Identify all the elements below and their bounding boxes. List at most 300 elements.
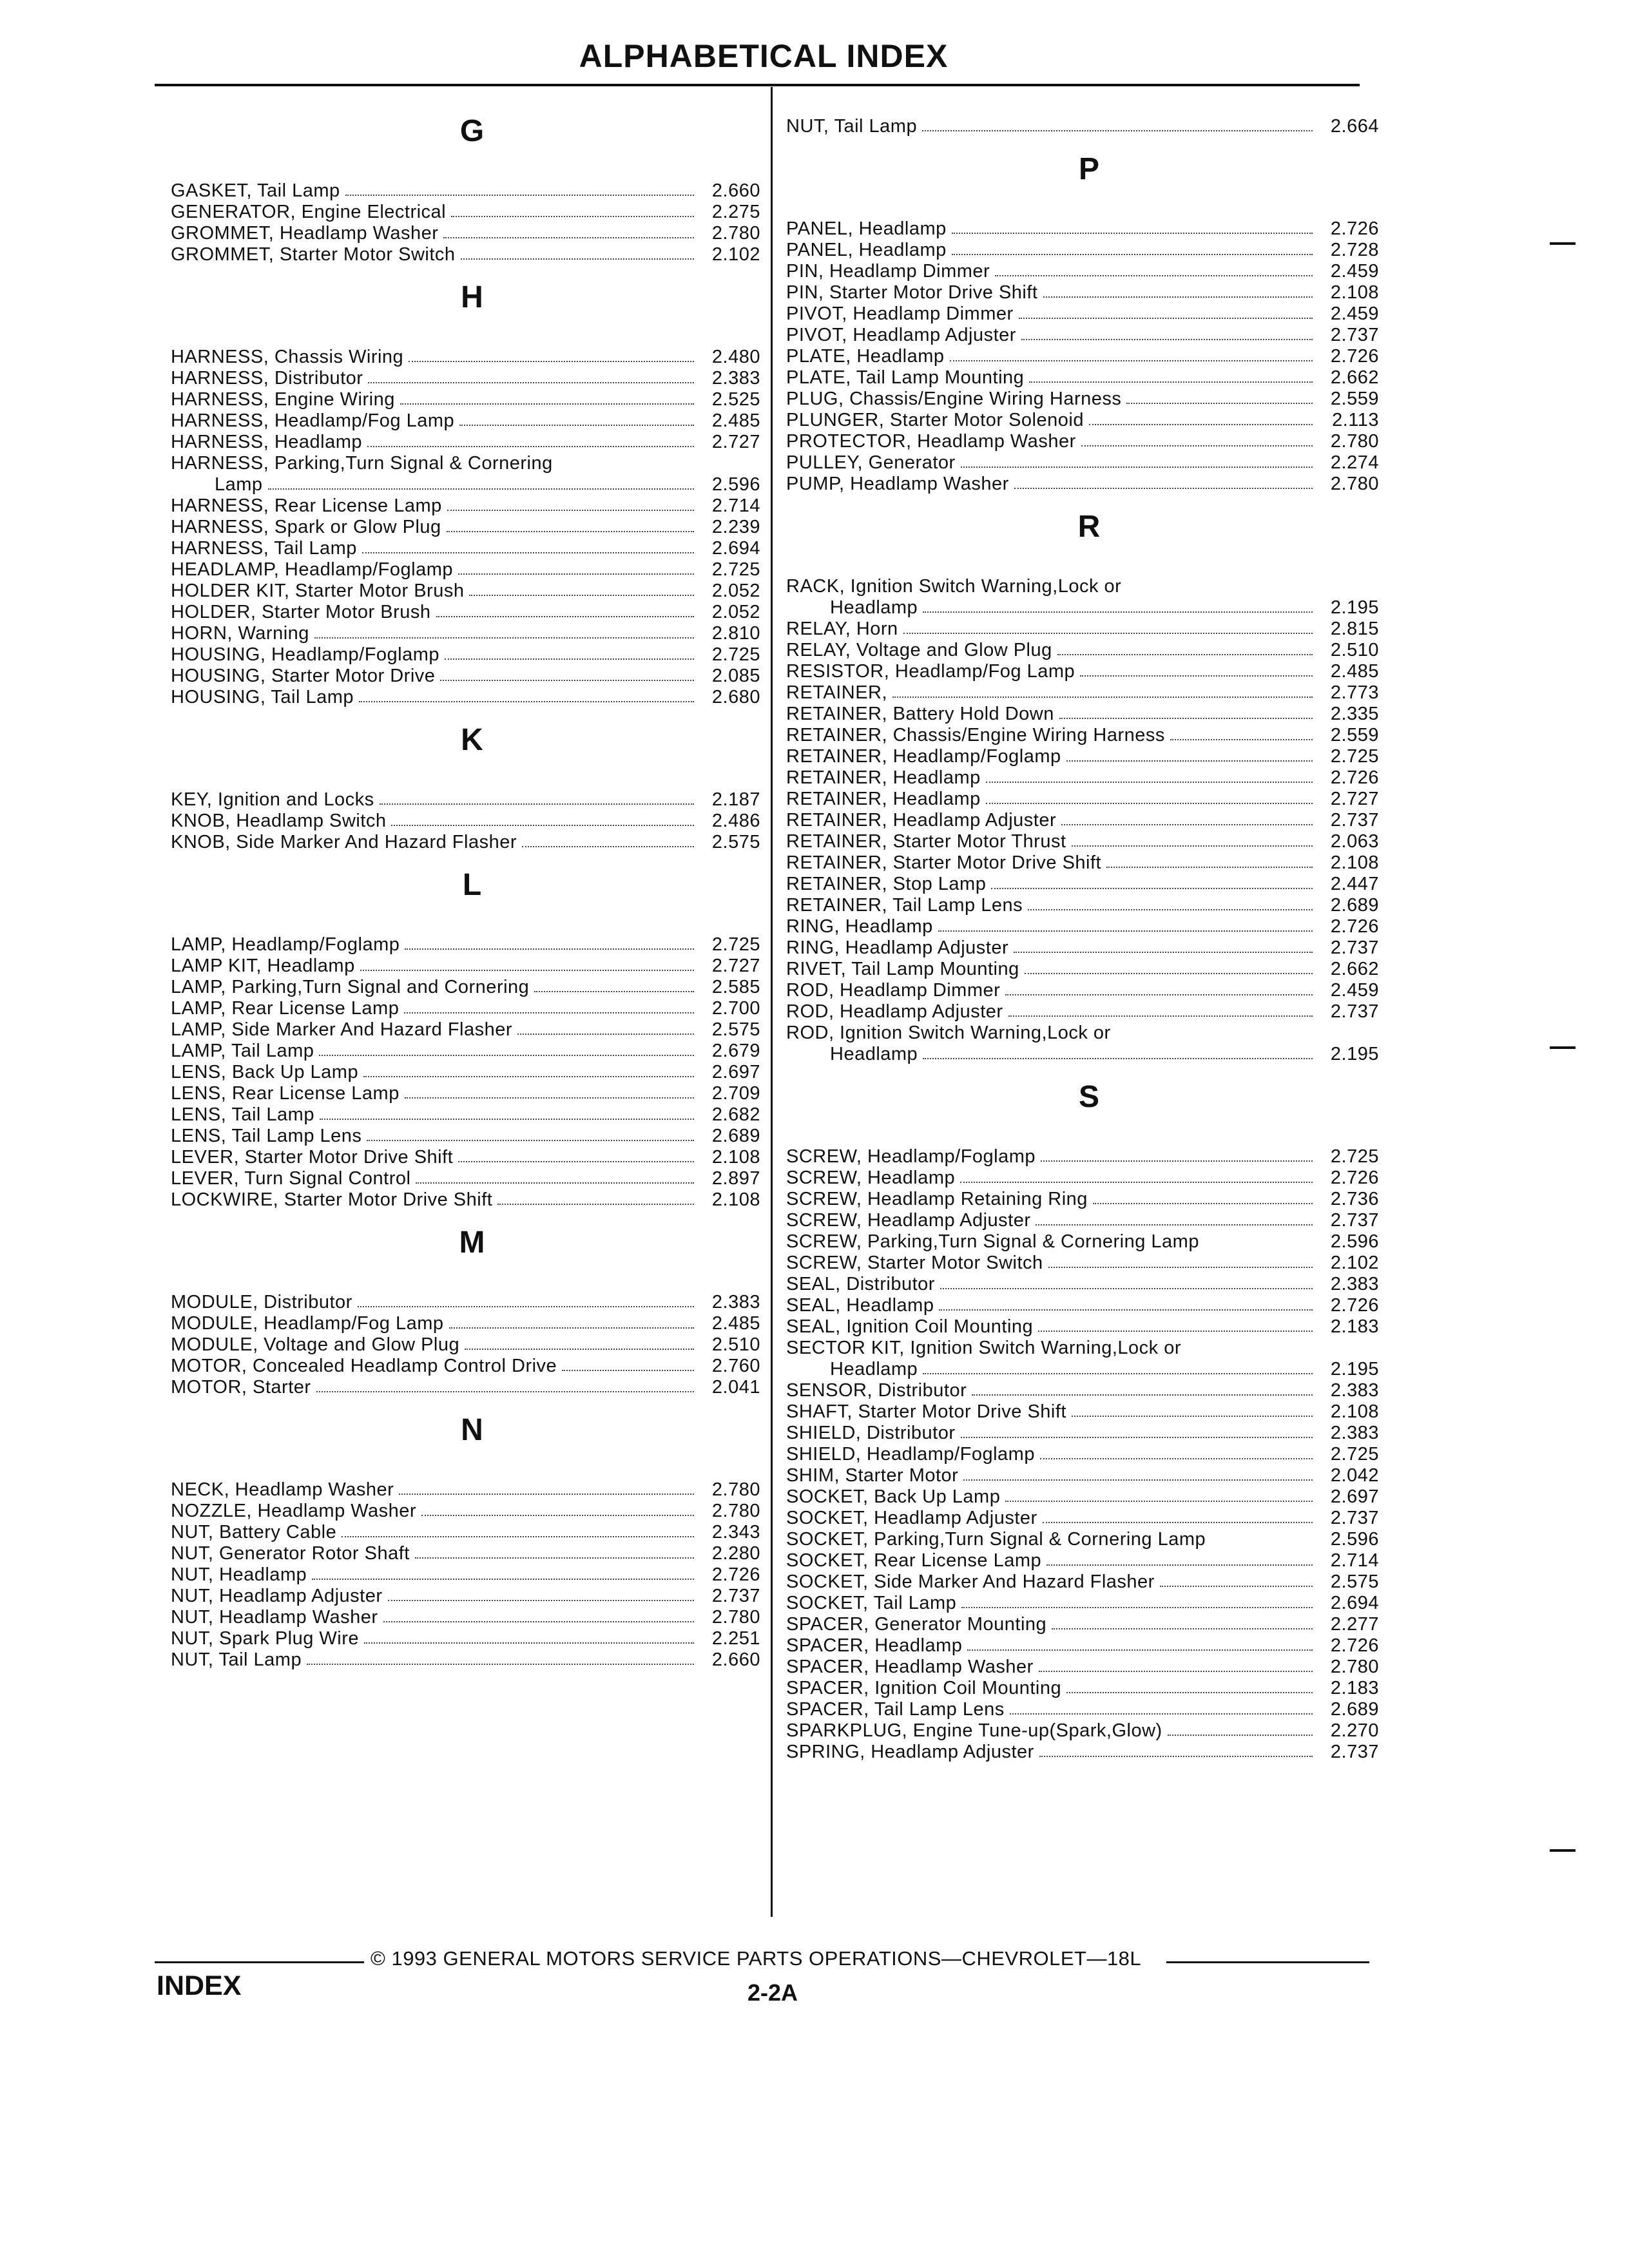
index-section [171, 725, 760, 853]
entry-reference: 2.689 [711, 1126, 760, 1146]
entry-reference: 2.525 [711, 389, 760, 410]
section-letter: K [461, 723, 483, 757]
index-entry [786, 452, 1379, 474]
entry-name: NUT, Battery Cable [171, 1522, 337, 1542]
entry-name: HARNESS, Engine Wiring [171, 389, 395, 410]
index-entry [171, 244, 760, 265]
index-entry [786, 218, 1379, 240]
index-entry [171, 1189, 760, 1211]
index-entry [786, 1274, 1379, 1295]
entry-name: HORN, Warning [171, 623, 309, 644]
entry-reference: 2.780 [1330, 474, 1379, 494]
dot-leader [1160, 1571, 1313, 1587]
index-entry [171, 1062, 760, 1083]
entry-reference: 2.195 [1330, 1359, 1379, 1379]
dot-leader [1039, 1657, 1313, 1672]
entry-name: RETAINER, Chassis/Engine Wiring Harness [786, 725, 1165, 745]
entry-name: PLATE, Headlamp [786, 346, 945, 367]
dot-leader [1019, 303, 1313, 319]
index-entry [786, 831, 1379, 852]
dot-leader [400, 389, 694, 405]
dot-leader [1043, 1508, 1313, 1523]
index-entry [786, 1571, 1379, 1593]
index-entry [171, 1168, 760, 1189]
entry-reference: 2.383 [711, 1292, 760, 1312]
index-entry [171, 495, 760, 517]
entry-reference: 2.726 [711, 1564, 760, 1585]
dot-leader [459, 410, 694, 426]
index-entry [786, 576, 1379, 597]
entry-name: GENERATOR, Engine Electrical [171, 202, 447, 222]
entry-name: KEY, Ignition and Locks [171, 789, 374, 810]
section-letter: L [462, 868, 482, 902]
dot-leader [399, 1479, 694, 1495]
index-section [171, 1415, 760, 1671]
entry-reference: 2.689 [1330, 1699, 1379, 1720]
entry-name: PLUG, Chassis/Engine Wiring Harness [786, 389, 1122, 409]
dot-leader [1106, 852, 1313, 868]
entry-name: SPRING, Headlamp Adjuster [786, 1742, 1034, 1762]
column-divider [771, 87, 773, 1917]
dot-leader [319, 1041, 694, 1056]
index-entry [786, 1168, 1379, 1189]
entry-reference: 2.187 [711, 789, 760, 810]
entry-reference: 2.575 [1330, 1571, 1379, 1592]
entry-reference: 2.102 [1330, 1253, 1379, 1273]
entry-reference: 2.459 [1330, 303, 1379, 324]
entry-name: PULLEY, Generator [786, 452, 956, 473]
entry-reference: 2.725 [711, 644, 760, 665]
index-entry [786, 1295, 1379, 1316]
entry-reference: 2.195 [1330, 1044, 1379, 1064]
index-entry [171, 602, 760, 623]
index-entry [786, 1231, 1379, 1253]
entry-reference: 2.694 [711, 538, 760, 559]
entry-reference: 2.275 [711, 202, 760, 222]
index-entry [171, 998, 760, 1019]
dot-leader [443, 223, 694, 238]
dot-leader [359, 687, 694, 702]
entry-name: SOCKET, Back Up Lamp [786, 1486, 1001, 1507]
entry-reference: 2.585 [711, 977, 760, 997]
index-entry [171, 1522, 760, 1543]
entry-reference: 2.596 [711, 474, 760, 495]
index-entry [171, 1356, 760, 1377]
dot-leader [1089, 410, 1313, 425]
entry-reference: 2.575 [711, 1019, 760, 1040]
dot-leader [367, 432, 694, 447]
dot-leader [1061, 810, 1313, 825]
entry-name: SPACER, Headlamp [786, 1635, 963, 1656]
index-entry [786, 874, 1379, 895]
entry-reference: 2.725 [1330, 746, 1379, 767]
entry-name: SCREW, Headlamp Adjuster [786, 1210, 1031, 1231]
dot-leader [1010, 1699, 1313, 1715]
dot-leader [938, 916, 1313, 932]
index-entry [786, 1593, 1379, 1614]
index-entry [786, 640, 1379, 661]
entry-reference: 2.486 [711, 811, 760, 831]
dot-leader [405, 1083, 694, 1099]
dot-leader [1066, 1678, 1313, 1693]
index-entry [171, 832, 760, 853]
index-entry [171, 410, 760, 432]
entry-reference: 2.780 [711, 1479, 760, 1500]
entry-name: SPACER, Tail Lamp Lens [786, 1699, 1005, 1720]
entry-name: RETAINER, [786, 682, 888, 703]
dot-leader [409, 347, 694, 362]
entry-name: HOUSING, Starter Motor Drive [171, 666, 436, 686]
index-entry [786, 1657, 1379, 1678]
entry-name: NUT, Headlamp Washer [171, 1607, 378, 1628]
entry-reference: 2.485 [711, 1313, 760, 1334]
entry-name: HARNESS, Headlamp [171, 432, 362, 452]
entry-name: PROTECTOR, Headlamp Washer [786, 431, 1076, 452]
dot-leader [517, 1019, 694, 1035]
entry-name: PIVOT, Headlamp Adjuster [786, 325, 1016, 345]
entry-reference: 2.459 [1330, 980, 1379, 1001]
entry-name: SEAL, Headlamp [786, 1295, 934, 1316]
dot-leader [1040, 1444, 1313, 1459]
entry-reference: 2.383 [711, 368, 760, 389]
index-entry [171, 453, 760, 474]
entry-reference: 2.760 [711, 1356, 760, 1376]
index-entry [171, 559, 760, 581]
entry-reference: 2.108 [1330, 852, 1379, 873]
entry-name: LENS, Tail Lamp Lens [171, 1126, 362, 1146]
dot-leader [316, 1377, 694, 1392]
dot-leader [534, 977, 694, 992]
entry-reference: 2.726 [1330, 916, 1379, 937]
entry-name: SPACER, Ignition Coil Mounting [786, 1678, 1062, 1698]
entry-name: HOLDER KIT, Starter Motor Brush [171, 581, 465, 601]
dot-leader [986, 767, 1313, 783]
dot-leader [320, 1104, 694, 1120]
entry-name: PIN, Headlamp Dimmer [786, 261, 990, 282]
entry-reference: 2.726 [1330, 1635, 1379, 1656]
index-entry [786, 1486, 1379, 1508]
index-entry [786, 389, 1379, 410]
entry-reference: 2.485 [1330, 661, 1379, 682]
index-entry [171, 1586, 760, 1607]
entry-name: SOCKET, Rear License Lamp [786, 1550, 1042, 1571]
section-letter: R [1077, 510, 1101, 544]
index-entry [786, 1146, 1379, 1168]
entry-name: PUMP, Headlamp Washer [786, 474, 1009, 494]
dot-leader [363, 1062, 694, 1077]
entry-name: LAMP, Tail Lamp [171, 1041, 314, 1061]
entry-reference: 2.726 [1330, 1295, 1379, 1316]
dot-leader [1046, 1550, 1313, 1566]
entry-reference: 2.697 [711, 1062, 760, 1082]
index-entry [786, 1508, 1379, 1529]
entry-name: HARNESS, Parking,Turn Signal & Cornering [171, 453, 553, 474]
dot-leader [1048, 1253, 1313, 1268]
entry-name: SHIM, Starter Motor [786, 1465, 959, 1486]
section-letter: H [461, 280, 483, 314]
right-index-column [786, 116, 1379, 1780]
dot-leader [458, 559, 694, 575]
entry-reference: 2.714 [711, 495, 760, 516]
index-entry [171, 644, 760, 666]
entry-reference: 2.183 [1330, 1316, 1379, 1337]
dot-leader [1028, 895, 1313, 910]
entry-reference: 2.510 [711, 1334, 760, 1355]
index-entry [171, 1607, 760, 1628]
index-entry [786, 346, 1379, 367]
index-entry [786, 937, 1379, 959]
index-entry [171, 1126, 760, 1147]
dot-leader [360, 956, 694, 971]
index-entry [786, 789, 1379, 810]
entry-name: PIN, Starter Motor Drive Shift [786, 282, 1038, 303]
index-entry [786, 980, 1379, 1001]
entry-reference: 2.682 [711, 1104, 760, 1125]
index-entry [786, 1635, 1379, 1657]
entry-name-continued: Headlamp [830, 1359, 918, 1379]
index-section [786, 512, 1379, 1065]
index-entry [786, 1380, 1379, 1401]
entry-reference: 2.195 [1330, 597, 1379, 618]
entry-reference: 2.737 [1330, 325, 1379, 345]
index-entry [171, 811, 760, 832]
dot-leader [461, 244, 694, 260]
entry-name: PANEL, Headlamp [786, 218, 947, 239]
dot-leader [367, 1126, 694, 1141]
entry-name: SCREW, Starter Motor Switch [786, 1253, 1043, 1273]
entry-name: SENSOR, Distributor [786, 1380, 967, 1401]
index-entry [786, 1614, 1379, 1635]
entry-reference: 2.041 [711, 1377, 760, 1398]
dot-leader [1005, 980, 1313, 995]
index-entry [171, 581, 760, 602]
page-title: ALPHABETICAL INDEX [579, 38, 949, 74]
entry-reference: 2.780 [1330, 431, 1379, 452]
entry-reference: 2.383 [1330, 1274, 1379, 1294]
entry-reference: 2.596 [1330, 1231, 1379, 1252]
index-section [171, 870, 760, 1211]
dot-leader [1093, 1189, 1313, 1204]
index-entry [171, 432, 760, 453]
dot-leader [1072, 831, 1313, 847]
index-entry [171, 1019, 760, 1041]
entry-reference: 2.780 [1330, 1657, 1379, 1677]
entry-name: LAMP, Rear License Lamp [171, 998, 400, 1019]
entry-reference: 2.085 [711, 666, 760, 686]
entry-name: RETAINER, Headlamp [786, 789, 981, 809]
footer-section-label: INDEX [157, 1970, 242, 2001]
entry-name: HEADLAMP, Headlamp/Foglamp [171, 559, 453, 580]
entry-name-continued: Headlamp [830, 1044, 918, 1064]
index-entry [171, 1543, 760, 1564]
entry-reference: 2.510 [1330, 640, 1379, 660]
entry-name: RETAINER, Headlamp [786, 767, 981, 788]
entry-name: LENS, Back Up Lamp [171, 1062, 359, 1082]
index-entry [786, 810, 1379, 831]
entry-name: RETAINER, Tail Lamp Lens [786, 895, 1023, 916]
entry-name: LEVER, Starter Motor Drive Shift [171, 1147, 454, 1168]
dot-leader [1043, 282, 1313, 298]
dot-leader [1039, 1742, 1313, 1757]
entry-name: ROD, Headlamp Adjuster [786, 1001, 1003, 1022]
entry-reference: 2.063 [1330, 831, 1379, 852]
margin-mark [1550, 1046, 1576, 1049]
index-entry [171, 347, 760, 368]
entry-reference: 2.052 [711, 602, 760, 622]
entry-name: PANEL, Headlamp [786, 240, 947, 260]
entry-reference: 2.383 [1330, 1423, 1379, 1443]
entry-name: NUT, Generator Rotor Shaft [171, 1543, 410, 1564]
dot-leader [1066, 746, 1313, 762]
index-entry [171, 1292, 760, 1313]
entry-name: HARNESS, Distributor [171, 368, 363, 389]
dot-leader [1080, 661, 1313, 677]
dot-leader [465, 1334, 694, 1350]
dot-leader [961, 1593, 1313, 1608]
dot-leader [1081, 431, 1313, 447]
dot-leader [1072, 1401, 1313, 1417]
entry-name: SCREW, Parking,Turn Signal & Cornering Lamp [786, 1231, 1199, 1252]
dot-leader [383, 1607, 694, 1622]
entry-reference: 2.042 [1330, 1465, 1379, 1486]
entry-name: HARNESS, Rear License Lamp [171, 495, 442, 516]
index-entry [786, 1316, 1379, 1338]
dot-leader [1005, 1486, 1313, 1502]
entry-name: SOCKET, Parking,Turn Signal & Cornering Lamp [786, 1529, 1206, 1550]
entry-name: RETAINER, Starter Motor Thrust [786, 831, 1066, 852]
dot-leader [440, 666, 694, 681]
entry-name: HARNESS, Chassis Wiring [171, 347, 404, 367]
dot-leader [522, 832, 694, 847]
dot-leader [1021, 325, 1313, 340]
index-entry [786, 746, 1379, 767]
entry-reference: 2.239 [711, 517, 760, 537]
entry-name: RESISTOR, Headlamp/Fog Lamp [786, 661, 1075, 682]
entry-reference: 2.736 [1330, 1189, 1379, 1209]
entry-reference: 2.737 [1330, 937, 1379, 958]
dot-leader [405, 934, 694, 950]
index-entry [171, 934, 760, 956]
entry-name: ROD, Headlamp Dimmer [786, 980, 1001, 1001]
entry-name: KNOB, Side Marker And Hazard Flasher [171, 832, 517, 852]
entry-name: GROMMET, Headlamp Washer [171, 223, 439, 244]
index-entry [786, 959, 1379, 980]
entry-name: SOCKET, Tail Lamp [786, 1593, 957, 1613]
index-entry-continuation [786, 1359, 1379, 1380]
index-entry [786, 916, 1379, 937]
entry-reference: 2.447 [1330, 874, 1379, 894]
index-entry [786, 725, 1379, 746]
index-entry [786, 682, 1379, 704]
index-entry [171, 1479, 760, 1501]
index-entry [171, 1147, 760, 1168]
entry-reference: 2.108 [711, 1189, 760, 1210]
entry-name: SPACER, Generator Mounting [786, 1614, 1047, 1635]
index-entry [786, 1699, 1379, 1720]
index-entry-continuation [786, 597, 1379, 619]
dot-leader [892, 682, 1313, 698]
entry-name: SHIELD, Headlamp/Foglamp [786, 1444, 1035, 1465]
index-entry [786, 661, 1379, 682]
dot-leader [451, 202, 694, 217]
entry-name: SOCKET, Headlamp Adjuster [786, 1508, 1037, 1528]
dot-leader [345, 180, 694, 196]
dot-leader [314, 623, 694, 639]
entry-name: PLUNGER, Starter Motor Solenoid [786, 410, 1084, 430]
index-entry [786, 704, 1379, 725]
entry-reference: 2.335 [1330, 704, 1379, 724]
index-entry [171, 956, 760, 977]
entry-name: HARNESS, Tail Lamp [171, 538, 357, 559]
dot-leader [388, 1586, 694, 1601]
entry-name: LEVER, Turn Signal Control [171, 1168, 411, 1189]
entry-name: LAMP KIT, Headlamp [171, 956, 355, 976]
index-entry [786, 1001, 1379, 1023]
section-letter: G [459, 114, 485, 148]
entry-name: LOCKWIRE, Starter Motor Drive Shift [171, 1189, 493, 1210]
entry-name: NUT, Headlamp [171, 1564, 307, 1585]
index-entry [171, 1628, 760, 1649]
entry-name: LAMP, Parking,Turn Signal and Cornering [171, 977, 530, 997]
dot-leader [380, 789, 694, 805]
entry-name: SHAFT, Starter Motor Drive Shift [786, 1401, 1066, 1422]
dot-leader [1008, 1001, 1313, 1017]
entry-name: MOTOR, Concealed Headlamp Control Drive [171, 1356, 557, 1376]
entry-name: SCREW, Headlamp [786, 1168, 956, 1188]
dot-leader [922, 116, 1313, 131]
entry-reference: 2.737 [1330, 1508, 1379, 1528]
entry-reference: 2.052 [711, 581, 760, 601]
entry-name: LENS, Tail Lamp [171, 1104, 314, 1125]
entry-reference: 2.108 [1330, 282, 1379, 303]
entry-name: MODULE, Headlamp/Fog Lamp [171, 1313, 444, 1334]
entry-reference: 2.725 [711, 559, 760, 580]
dot-leader [991, 874, 1313, 889]
entry-name: LENS, Rear License Lamp [171, 1083, 400, 1104]
index-entry [786, 1678, 1379, 1699]
entry-name: RELAY, Horn [786, 619, 898, 639]
entry-reference: 2.694 [1330, 1593, 1379, 1613]
entry-name: MOTOR, Starter [171, 1377, 311, 1398]
entry-reference: 2.725 [1330, 1146, 1379, 1167]
index-entry [171, 1104, 760, 1126]
index-section [786, 116, 1379, 137]
index-entry [171, 180, 760, 202]
dot-leader [1041, 1146, 1313, 1162]
entry-reference: 2.726 [1330, 346, 1379, 367]
index-section [786, 1082, 1379, 1763]
index-entry [786, 1210, 1379, 1231]
index-entry-continuation [786, 1044, 1379, 1065]
dot-leader [342, 1522, 694, 1537]
entry-name: SPACER, Headlamp Washer [786, 1657, 1034, 1677]
dot-leader [362, 538, 694, 553]
entry-reference: 2.810 [711, 623, 760, 644]
entry-name: SPARKPLUG, Engine Tune-up(Spark,Glow) [786, 1720, 1162, 1741]
entry-reference: 2.480 [711, 347, 760, 367]
index-entry [786, 1423, 1379, 1444]
index-entry [786, 619, 1379, 640]
footer-rule-left [155, 1961, 364, 1963]
dot-leader [497, 1189, 694, 1205]
index-entry [786, 367, 1379, 389]
index-entry [786, 852, 1379, 874]
index-entry [786, 1720, 1379, 1742]
dot-leader [1211, 1529, 1313, 1550]
index-entry [171, 538, 760, 559]
dot-leader [1126, 389, 1313, 404]
entry-name: NUT, Spark Plug Wire [171, 1628, 360, 1649]
